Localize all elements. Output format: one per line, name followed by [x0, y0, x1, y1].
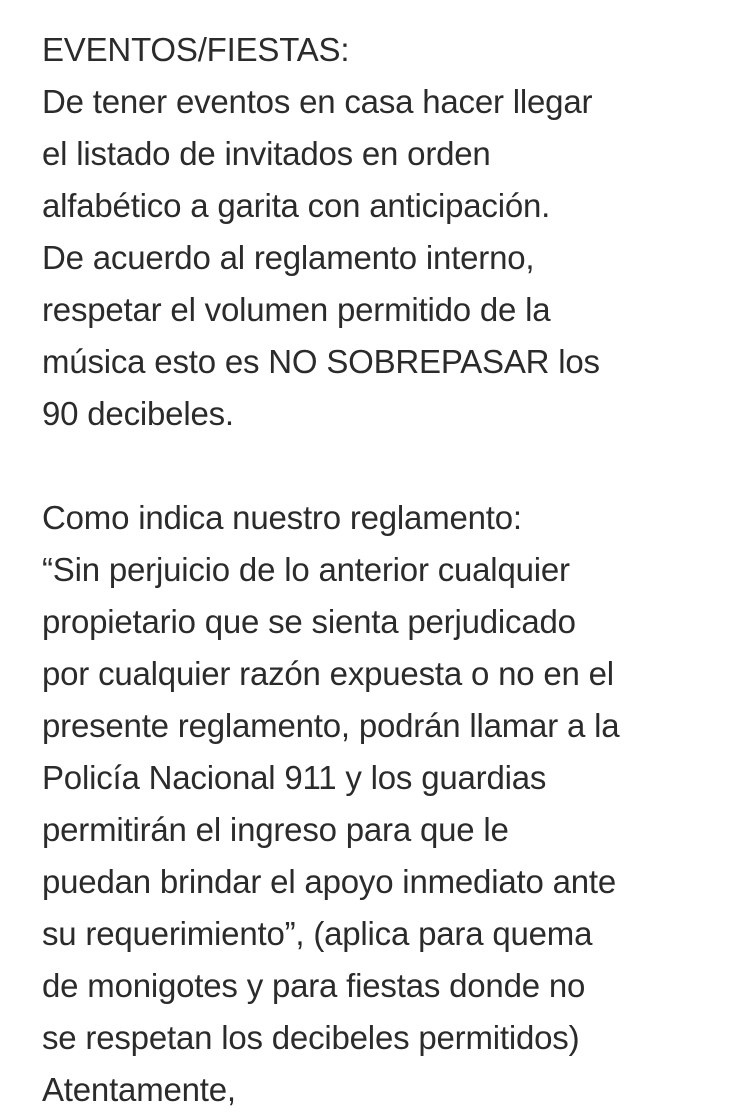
quote-line: Policía Nacional 911 y los guardias — [42, 759, 547, 796]
text-line: música esto es NO SOBREPASAR los — [42, 343, 600, 380]
text-line: de monigotes y para fiestas donde no — [42, 967, 586, 1004]
text-line: alfabético a garita con anticipación. — [42, 187, 551, 224]
quote-line: por cualquier razón expuesta o no en el — [42, 655, 614, 692]
text-line: 90 decibeles. — [42, 395, 234, 432]
quote-line: propietario que se sienta perjudicado — [42, 603, 576, 640]
text-line: Como indica nuestro reglamento: — [42, 499, 522, 536]
text-line: De tener eventos en casa hacer llegar — [42, 83, 593, 120]
text-line: De acuerdo al reglamento interno, — [42, 239, 535, 276]
sign-off: Atentamente, — [42, 1071, 236, 1108]
section-heading: EVENTOS/FIESTAS: — [42, 31, 350, 68]
note-body — [42, 24, 742, 1116]
quote-line: permitirán el ingreso para que le — [42, 811, 509, 848]
text-line: el listado de invitados en orden — [42, 135, 491, 172]
paragraph-spacer — [42, 440, 742, 492]
quote-line: puedan brindar el apoyo inmediato ante — [42, 863, 616, 900]
text-line: se respetan los decibeles permitidos) — [42, 1019, 580, 1056]
text-line: respetar el volumen permitido de la — [42, 291, 551, 328]
quote-line: su requerimiento”, (aplica para quema — [42, 915, 593, 952]
quote-line: “Sin perjuicio de lo anterior cualquier — [42, 551, 570, 588]
quote-line: presente reglamento, podrán llamar a la — [42, 707, 620, 744]
